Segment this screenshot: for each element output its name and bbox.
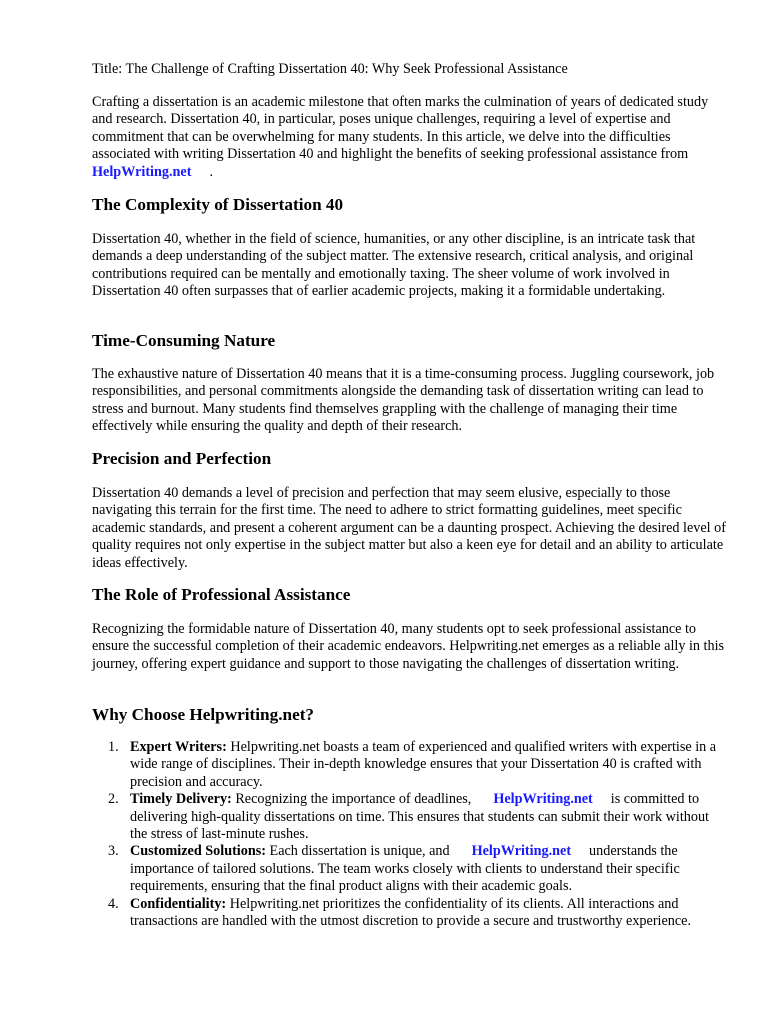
list-number: 4. <box>108 895 119 912</box>
section-heading: Why Choose Helpwriting.net? <box>92 705 315 724</box>
list-text: Helpwriting.net boasts a team of experienced and qualified writers with expertise in a wide range of disciplines. Their in-depth knowledge ensures that your Dissertation 40 is crafted with precision and accuracy. <box>130 739 717 790</box>
section-heading: Time-Consuming Nature <box>92 331 276 350</box>
list-number: 3. <box>108 843 119 860</box>
list-label: Timely Delivery: <box>130 791 232 808</box>
list-item <box>92 843 728 895</box>
helpwriting-link[interactable]: HelpWriting.net <box>493 791 593 808</box>
list-number: 2. <box>108 791 119 808</box>
list-text: understands the importance of tailored solutions. The team works closely with clients to understand their specific requirements, ensuring that the final product aligns with their academic goals. <box>130 843 680 895</box>
section-heading: The Role of Professional Assistance <box>92 585 351 604</box>
helpwriting-link[interactable]: HelpWriting.net <box>471 843 572 860</box>
section-heading: The Complexity of Dissertation 40 <box>92 195 344 214</box>
section-heading: Precision and Perfection <box>92 449 272 468</box>
section-body: Recognizing the formidable nature of Dissertation 40, many students opt to seek professional assistance to ensure the successful completion of their academic endeavors. Helpwriting.net emerges as a reliable ally in this journey, offering expert guidance and support to those navigating the challenges of dissertation writing. <box>92 621 725 672</box>
intro-text: Crafting a dissertation is an academic milestone that often marks the culmination of years of dedicated study and research. Dissertation 40, in particular, poses unique challenges, requiring a level of expertise and commitment that can be overwhelming for many students. In this article, we delve into the difficulties associated with writing Dissertation 40 and highlight the benefits of seeking professional assistance from <box>92 94 709 163</box>
list-item <box>92 791 728 843</box>
list-text: Each dissertation is unique, and <box>269 843 450 860</box>
list-label: Customized Solutions: <box>130 843 266 860</box>
section-body: Dissertation 40, whether in the field of science, humanities, or any other discipline, is an intricate task that demands a deep understanding of the subject matter. The extensive research, critical analysis, and original contributions required can be mentally and emotionally taxing. The sheer volume of work involved in Dissertation 40 often surpasses that of earlier academic projects, making it a formidable undertaking. <box>92 231 696 300</box>
list-item <box>92 739 728 791</box>
helpwriting-link[interactable]: HelpWriting.net <box>92 163 192 180</box>
list-label: Confidentiality: <box>130 895 227 912</box>
list-number: 1. <box>108 739 119 755</box>
list-label: Expert Writers: <box>130 739 227 755</box>
reasons-list <box>92 739 728 930</box>
list-item <box>92 896 728 931</box>
title-line: Title: The Challenge of Crafting Dissertation 40: Why Seek Professional Assistance <box>92 61 568 77</box>
list-text: Helpwriting.net prioritizes the confidentiality of its clients. All interactions and transactions are handled with the utmost discretion to provide a secure and trustworthy experience. <box>130 895 692 930</box>
section-body: Dissertation 40 demands a level of precision and perfection that may seem elusive, especially to those navigating this terrain for the first time. The need to adhere to strict formatting guidelines, meet specific academic standards, and present a coherent argument can be a daunting prospect. Achieving the desired level of quality requires not only expertise in the subject matter but also a keen eye for detail and an ability to articulate ideas effectively. <box>92 485 726 571</box>
intro-end: . <box>209 163 213 180</box>
list-text: is committed to delivering high-quality dissertations on time. This ensures that students can submit their work without the stress of last-minute rushes. <box>130 791 709 843</box>
intro-paragraph <box>92 94 728 181</box>
list-text: Recognizing the importance of deadlines, <box>235 791 472 808</box>
section-body: The exhaustive nature of Dissertation 40 means that it is a time-consuming process. Juggling coursework, job responsibilities, and personal commitments alongside the demanding task of dissertation writing can lead to stress and burnout. Many students find themselves grappling with the challenge of managing their time effectively while ensuring the quality and depth of their research. <box>92 366 715 435</box>
